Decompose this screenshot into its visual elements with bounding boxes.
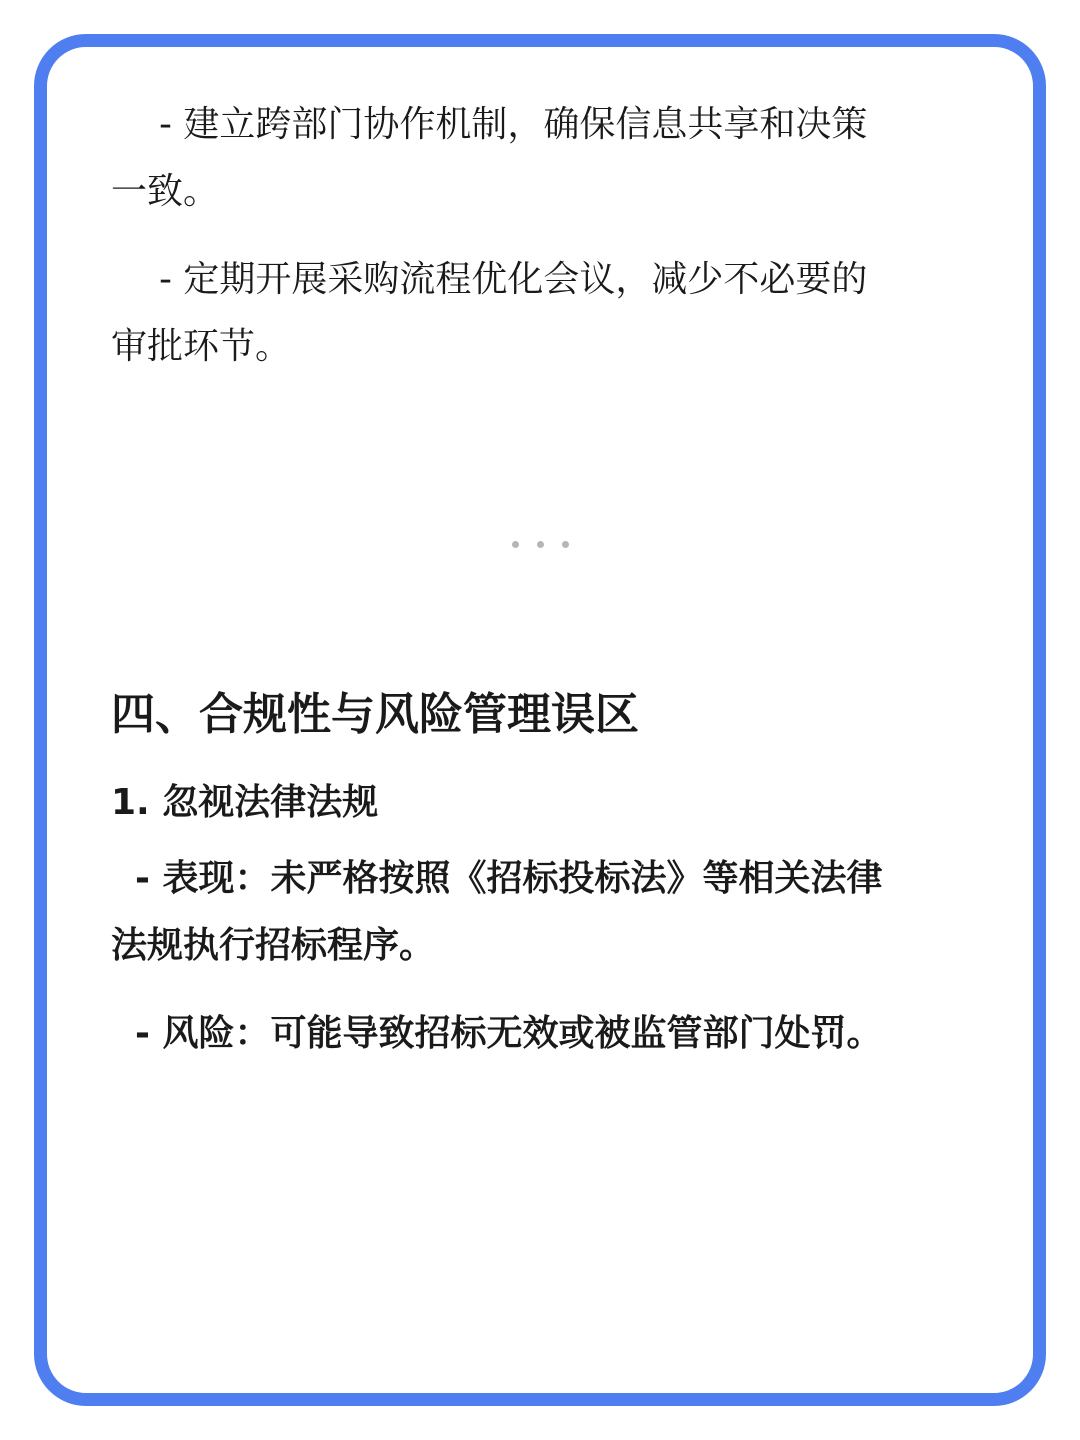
top-content (111, 91, 891, 380)
separator-dot (512, 541, 519, 548)
section-separator (47, 541, 1033, 548)
separator-dot (562, 541, 569, 548)
bullet-paragraph: - 风险：可能导致招标无效或被监管部门处罚。 (135, 1013, 883, 1054)
bullet-paragraph: - 表现：未严格按照《招标投标法》等相关法律法规执行招标程序。 (111, 858, 883, 966)
content-card (34, 34, 1046, 1406)
separator-dot (537, 541, 544, 548)
section-subheading: 1. 忽视法律法规 (111, 782, 379, 823)
bullet-paragraph: - 定期开展采购流程优化会议，减少不必要的审批环节。 (111, 259, 868, 367)
compliance-section (111, 687, 891, 1067)
bullet-paragraph: - 建立跨部门协作机制，确保信息共享和决策一致。 (111, 104, 868, 212)
section-heading: 四、合规性与风险管理误区 (111, 689, 639, 740)
